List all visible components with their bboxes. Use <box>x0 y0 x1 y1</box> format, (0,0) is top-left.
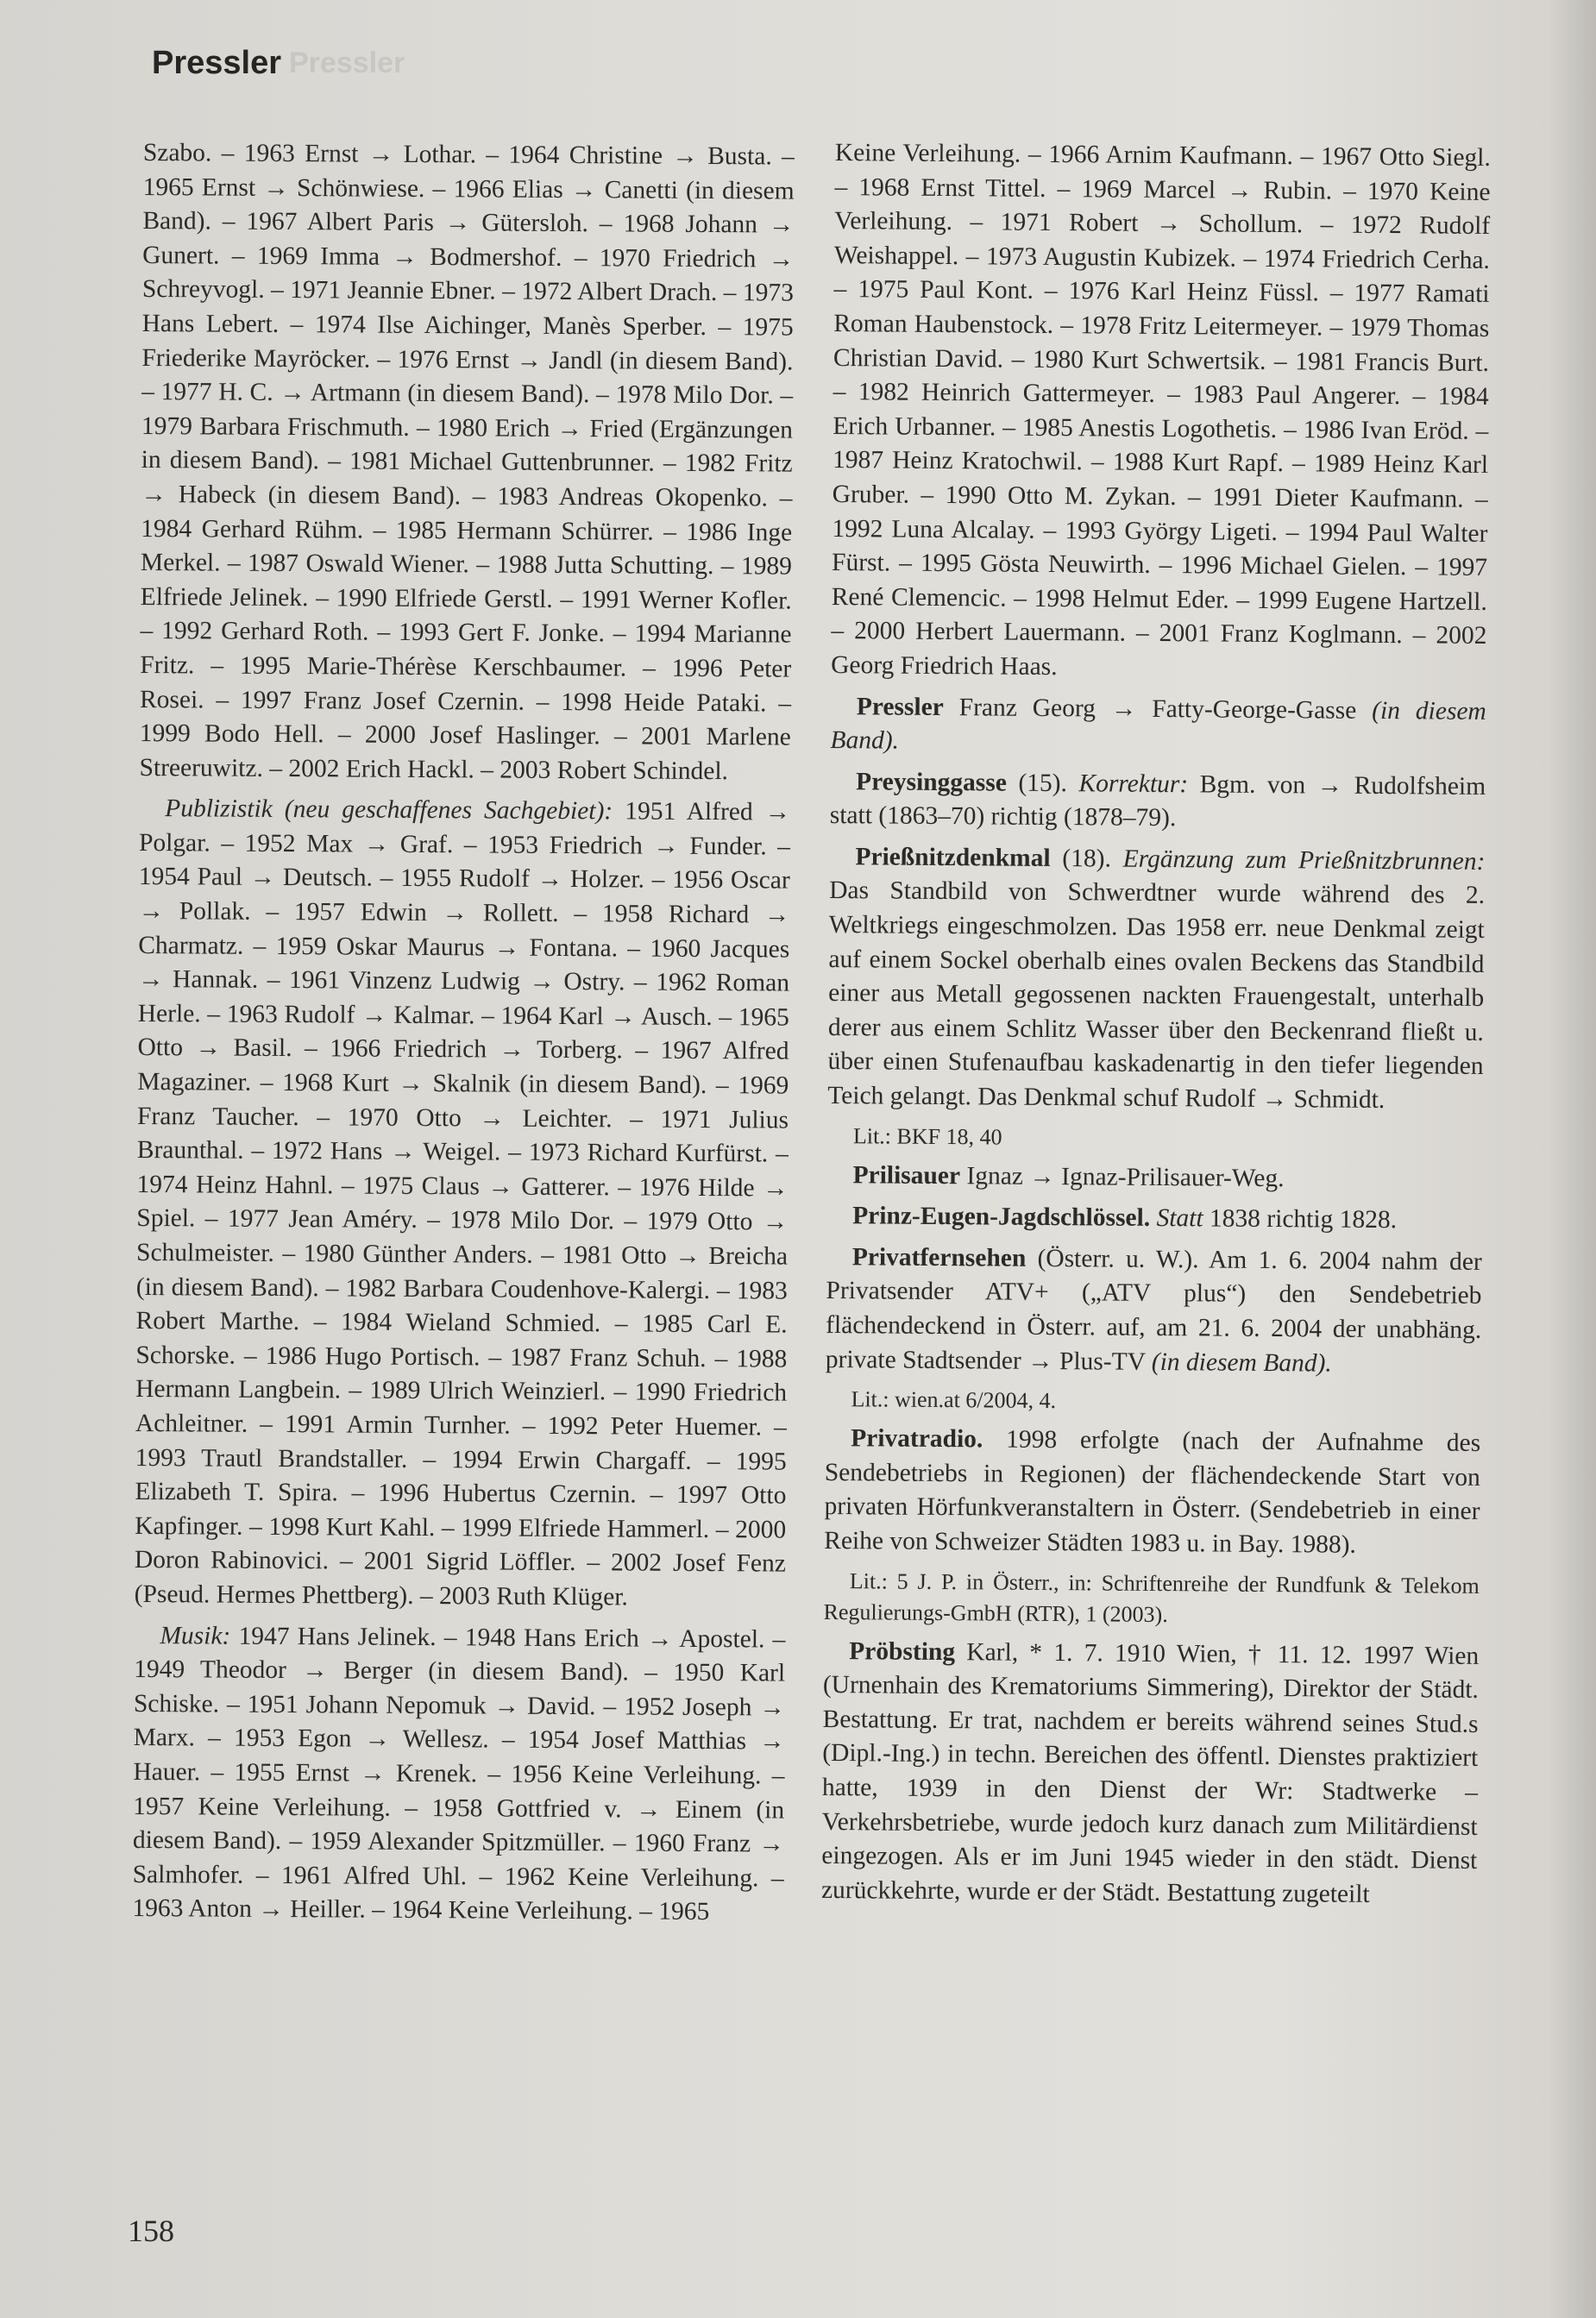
publizistik-label: Publizistik (neu geschaffenes Sachgebiet): <box>165 795 613 826</box>
entry-italic: (in diesem Band). <box>1151 1347 1332 1378</box>
entry-headword: Preysinggasse <box>856 767 1008 797</box>
entry-headword: Privatradio. <box>851 1424 983 1454</box>
entry-italic: Ergänzung zum Prießnitzbrunnen: <box>1122 845 1486 876</box>
entry-prilisauer <box>826 1159 1482 1198</box>
entry-italic: Korrektur: <box>1078 769 1189 798</box>
entry-italic: Statt <box>1156 1204 1203 1233</box>
entry-privatradio <box>824 1422 1480 1563</box>
entry-text: Ignaz → Ignaz-Prilisauer-Weg. <box>966 1161 1285 1192</box>
entry-headword: Prilisauer <box>852 1160 961 1190</box>
show-through-head: Pressler <box>289 47 405 79</box>
entry-headword: Prinz-Eugen-Jagdschlössel. <box>852 1202 1151 1233</box>
entry-italic: (in diesem Band). <box>830 696 1486 755</box>
musik-label: Musik: <box>160 1621 231 1650</box>
entry-text: Karl, * 1. 7. 1910 Wien, † 11. 12. 1997 Wien (Urnenhain des Krematoriums Simmering), Direktor der Städt. Bestattung. Er trat, nachdem er bereits während seines Stud.s (Dipl.-Ing.) in techn. Bereichen des öffentl. Dienstes praktiziert hatte, 1939 in den Dienst der Wr: Stadtwerke – Verkehrsbetriebe, wurde jedoch kurz danach zum Militärdienst eingezogen. Als er im Juni 1945 wieder in den städt. Dienst zurückkehrte, wurde er der Städt. Bestattung zugeteilt <box>820 1637 1480 1908</box>
entry-pressler <box>830 689 1486 763</box>
right-column <box>821 136 1491 1919</box>
literature-reference: Lit.: 5 J. P. in Österr., in: Schriftenreihe der Rundfunk & Telekom Regulierungs-GmbH (RTR), 1 (2003). <box>823 1567 1480 1627</box>
entry-privatfernsehen <box>826 1241 1482 1382</box>
entry-tail: Bgm. von → Rudolfsheim statt (1863–70) richtig (1878–79). <box>829 770 1486 832</box>
entry-text: (15). <box>1018 769 1068 797</box>
entry-priessnitzdenkmal <box>827 840 1485 1119</box>
musik-prize-list-continued: Keine Verleihung. – 1966 Arnim Kaufmann. – 1967 Otto Siegl. – 1968 Ernst Tittel. – 1969 Marcel → Rubin. – 1970 Keine Verleihung. – 1971 Robert → Schollum. – 1972 Rudolf Weishappel. – 1973 Augustin Kubizek. – 1974 Friedrich Cerha. – 1975 Paul Kont. – 1976 Karl Heinz Füssl. – 1977 Ramati Roman Haubenstock. – 1978 Fritz Leitermeyer. – 1979 Thomas Christian David. – 1980 Kurt Schwertsik. – 1981 Francis Burt. – 1982 Heinrich Gattermeyer. – 1983 Paul Angerer. – 1984 Erich Urbanner. – 1985 Anestis Logothetis. – 1986 Ivan Eröd. – 1987 Heinz Kratochwil. – 1988 Kurt Rapf. – 1989 Heinz Karl Gruber. – 1990 Otto M. Zykan. – 1991 Dieter Kaufmann. – 1992 Luna Alcalay. – 1993 György Ligeti. – 1994 Paul Walter Fürst. – 1995 Gösta Neuwirth. – 1996 Michael Gielen. – 1997 René Clemencic. – 1998 Helmut Eder. – 1999 Eugene Hartzell. – 2000 Herbert Lauermann. – 2001 Franz Koglmann. – 2002 Georg Friedrich Haas. <box>831 138 1491 681</box>
entry-text: (Österr. u. W.). Am 1. 6. 2004 nahm der Privatsender ATV+ („ATV plus“) den Sendebetrieb flächendeckend in Österr. auf, am 21. 6. 2004 der unabhäng. private Stadtsender → Plus-TV <box>825 1244 1482 1376</box>
entry-headword: Prießnitzdenkmal <box>855 843 1051 872</box>
musik-prize-list <box>132 1618 785 1930</box>
publizistik-prize-list <box>135 792 791 1616</box>
publizistik-text: 1951 Alfred → Polgar. – 1952 Max → Graf. – 1953 Friedrich → Funder. – 1954 Paul → Deutsch. – 1955 Rudolf → Holzer. – 1956 Oscar → Pollak. – 1957 Edwin → Rollett. – 1958 Richard → Charmatz. – 1959 Oskar Maurus → Fontana. – 1960 Jacques → Hannak. – 1961 Vinzenz Ludwig → Ostry. – 1962 Roman Herle. – 1963 Rudolf → Kalmar. – 1964 Karl → Ausch. – 1965 Otto → Basil. – 1966 Friedrich → Torberg. – 1967 Alfred Magaziner. – 1968 Kurt → Skalnik (in diesem Band). – 1969 Franz Taucher. – 1970 Otto → Leichter. – 1971 Julius Braunthal. – 1972 Hans → Weigel. – 1973 Richard Kurfürst. – 1974 Heinz Hahnl. – 1975 Claus → Gatterer. – 1976 Hilde → Spiel. – 1977 Jean Améry. – 1978 Milo Dor. – 1979 Otto → Schulmeister. – 1980 Günther Anders. – 1981 Otto → Breicha (in diesem Band). – 1982 Barbara Coudenhove-Kalergi. – 1983 Robert Marthe. – 1984 Wieland Schmied. – 1985 Carl E. Schorske. – 1986 Hugo Portisch. – 1987 Franz Schuh. – 1988 Hermann Langbein. – 1989 Ulrich Weinzierl. – 1990 Friedrich Achleitner. – 1991 Armin Turnher. – 1992 Peter Huemer. – 1993 Trautl Brandstaller. – 1994 Erwin Chargaff. – 1995 Elizabeth T. Spira. – 1996 Hubertus Czernin. – 1997 Otto Kapfinger. – 1998 Kurt Kahl. – 1999 Elfriede Hammerl. – 2000 Doron Rabinovici. – 2001 Sigrid Löffler. – 2002 Josef Fenz (Pseud. Hermes Phettberg). – 2003 Ruth Klüger. <box>134 797 791 1611</box>
entry-prinz-eugen-jagdschloessel <box>826 1199 1482 1239</box>
entry-headword: Pröbsting <box>849 1636 956 1666</box>
entry-proebsting <box>821 1635 1479 1913</box>
running-head: Pressler <box>152 45 282 81</box>
page-number: 158 <box>128 2214 174 2248</box>
literature-reference: Lit.: wien.at 6/2004, 4. <box>851 1386 1057 1414</box>
entry-tail: 1838 richtig 1828. <box>1209 1204 1398 1234</box>
literature-reference: Lit.: BKF 18, 40 <box>852 1122 1002 1150</box>
entry-text: 1998 erfolgte (nach der Aufnahme des Sendebetriebs in Regionen) der flächendeckende Start von privaten Hörfunkveranstaltern in Österr. (Sendebetrieb in einer Reihe von Schweizer Städten 1983 u. in Bay. 1988). <box>824 1425 1481 1559</box>
literature-prize-list: Szabo. – 1963 Ernst → Lothar. – 1964 Christine → Busta. – 1965 Ernst → Schönwiese. – 1966 Elias → Canetti (in diesem Band). – 1967 Albert Paris → Gütersloh. – 1968 Johann → Gunert. – 1969 Imma → Bodmershof. – 1970 Friedrich → Schreyvogl. – 1971 Jeannie Ebner. – 1972 Albert Drach. – 1973 Hans Lebert. – 1974 Ilse Aichinger, Manès Sperber. – 1975 Friederike Mayröcker. – 1976 Ernst → Jandl (in diesem Band). – 1977 H. C. → Artmann (in diesem Band). – 1978 Milo Dor. – 1979 Barbara Frischmuth. – 1980 Erich → Fried (Ergänzungen in diesem Band). – 1981 Michael Guttenbrunner. – 1982 Fritz → Habeck (in diesem Band). – 1983 Andreas Okopenko. – 1984 Gerhard Rühm. – 1985 Hermann Schürrer. – 1986 Inge Merkel. – 1987 Oswald Wiener. – 1988 Jutta Schutting. – 1989 Elfriede Jelinek. – 1990 Elfriede Gerstl. – 1991 Werner Kofler. – 1992 Gerhard Roth. – 1993 Gert F. Jonke. – 1994 Marianne Fritz. – 1995 Marie-Thérèse Kerschbaumer. – 1996 Peter Rosei. – 1997 Franz Josef Czernin. – 1998 Heide Pataki. – 1999 Bodo Hell. – 2000 Josef Haslinger. – 2001 Marlene Streeruwitz. – 2002 Erich Hackl. – 2003 Robert Schindel. <box>139 138 795 785</box>
entry-headword: Privatfernsehen <box>851 1243 1027 1272</box>
entry-tail: Das Standbild von Schwerdtner wurde während des 2. Weltkriegs eingeschmolzen. Das 1958 err. neue Denkmal zeigt auf einem Sockel oberhalb eines ovalen Beckens das Standbild einer aus Metall gegossenen nackten Frauengestalt, unterhalb derer aus einem Schlitz Wasser über den Beckenrand fließt u. über einen Stufenaufbau kaskadenartig in den tiefer liegenden Teich gelangt. Das Denkmal schuf Rudolf → Schmidt. <box>827 876 1486 1115</box>
musik-text: 1947 Hans Jelinek. – 1948 Hans Erich → Apostel. – 1949 Theodor → Berger (in diesem Band). – 1950 Karl Schiske. – 1951 Johann Nepomuk → David. – 1952 Joseph → Marx. – 1953 Egon → Wellesz. – 1954 Josef Matthias → Hauer. – 1955 Ernst → Krenek. – 1956 Keine Verleihung. – 1957 Keine Verleihung. – 1958 Gottfried v. → Einem (in diesem Band). – 1959 Alexander Spitzmüller. – 1960 Franz → Salmhofer. – 1961 Alfred Uhl. – 1962 Keine Verleihung. – 1963 Anton → Heiller. – 1964 Keine Verleihung. – 1965 <box>132 1622 786 1926</box>
entry-text: Franz Georg → Fatty-George-Gasse <box>958 693 1357 725</box>
entry-text: (18). <box>1062 844 1112 873</box>
left-column <box>132 136 795 1937</box>
entry-preysinggasse <box>830 765 1486 839</box>
entry-headword: Pressler <box>856 692 944 721</box>
